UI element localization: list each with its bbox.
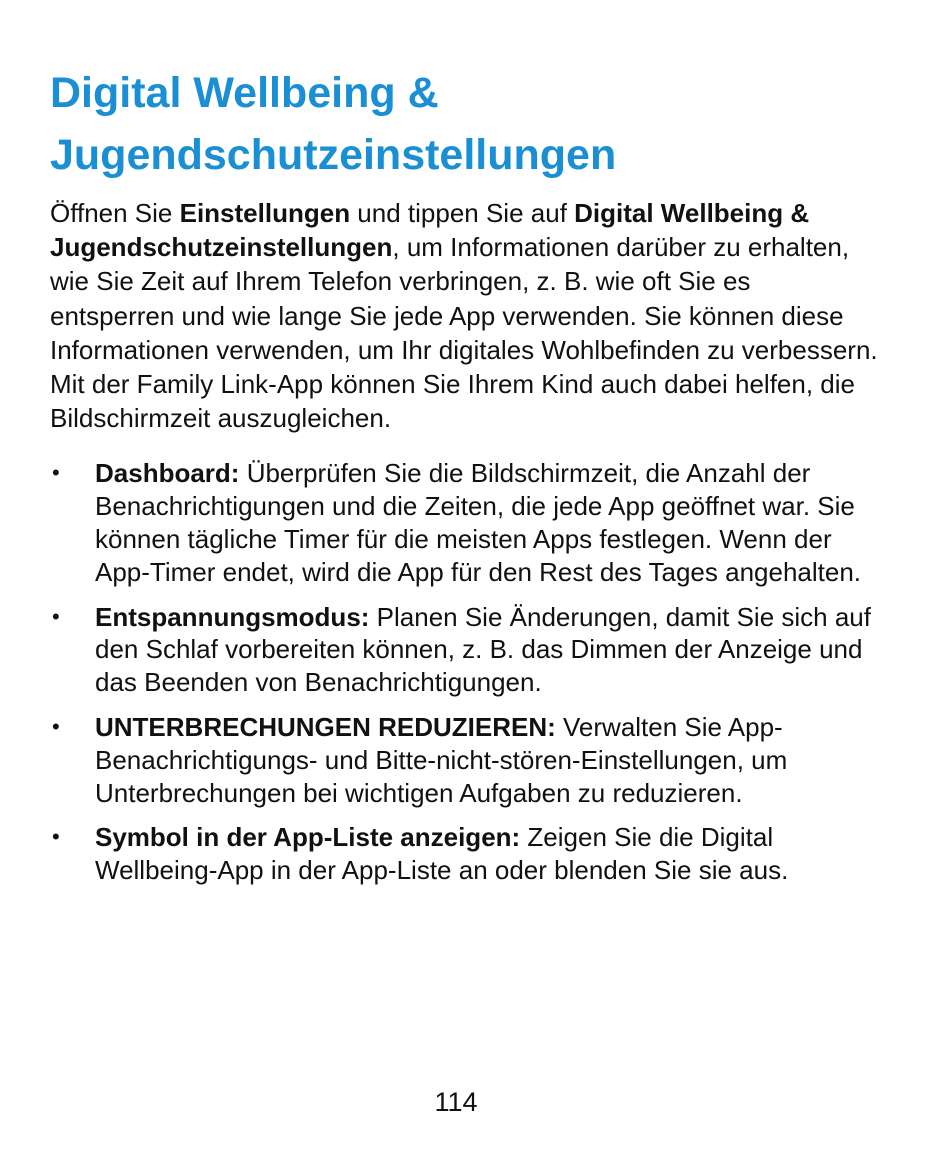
list-item-term: Dashboard: [95,458,240,489]
list-item-text: Planen Sie Änderungen, damit Sie sich auf den Schlaf vorbereiten können, z. B. das Dimmen der Anzeige und das Beenden von Benachrichtigungen. [95,601,871,698]
intro-text-3: , um Informationen darüber zu erhalten, wie Sie Zeit auf Ihrem Telefon verbringen, z. B. wie oft Sie es entsperren und wie lange Sie jede App verwenden. Sie können diese Informationen verwenden, um Ihr digitales Wohlbefinden zu verbessern. Mit der Family Link-App können Sie Ihrem Kind auch dabei helfen, die Bildschirmzeit auszugleichen. [50,232,878,434]
page-title-line-2: Jugendschutzeinstellungen [50,131,617,179]
intro-text-1: Öffnen Sie [50,198,180,228]
bullet-icon: • [52,714,60,739]
list-item-text: Zeigen Sie die Digital Wellbeing-App in der App-Liste an oder blenden Sie sie aus. [95,822,789,886]
bullet-icon: • [52,824,60,850]
list-item-text: Überprüfen Sie die Bildschirmzeit, die Anzahl der Benachrichtigungen und die Zeiten, die jede App geöffnet war. Sie können tägliche Timer für die meisten Apps festlegen. Wenn der App-Timer endet, wird die App für den Rest des Tages angehalten. [95,458,862,587]
intro-bold-digital-wellbeing: Digital Wellbeing & Jugendschutzeinstellungen [50,198,810,263]
list-item-dashboard [50,457,880,588]
list-item-text: Verwalten Sie App-Benachrichtigungs- und Bitte-nicht-stören-Einstellungen, um Unterbrechungen bei wichtigen Aufgaben zu reduzieren. [95,712,788,808]
intro-paragraph [50,196,880,435]
list-item-term: Symbol in der App-Liste anzeigen: [95,822,521,853]
list-item-entspannungsmodus [50,601,880,699]
list-item-symbol-app-liste [50,821,880,887]
page-title-line-1: Digital Wellbeing & [50,69,439,117]
list-item-term: Entspannungsmodus: [95,601,370,632]
bullet-icon: • [52,460,60,486]
document-page [50,62,880,899]
page-title [50,62,880,186]
page-number: 114 [434,1087,478,1117]
list-item-unterbrechungen-reduzieren [50,711,880,809]
feature-list [50,457,880,887]
intro-text-2: und tippen Sie auf [350,198,575,228]
bullet-icon: • [52,603,60,629]
intro-bold-settings: Einstellungen [179,198,351,228]
list-item-term: UNTERBRECHUNGEN REDUZIEREN: [95,712,556,742]
